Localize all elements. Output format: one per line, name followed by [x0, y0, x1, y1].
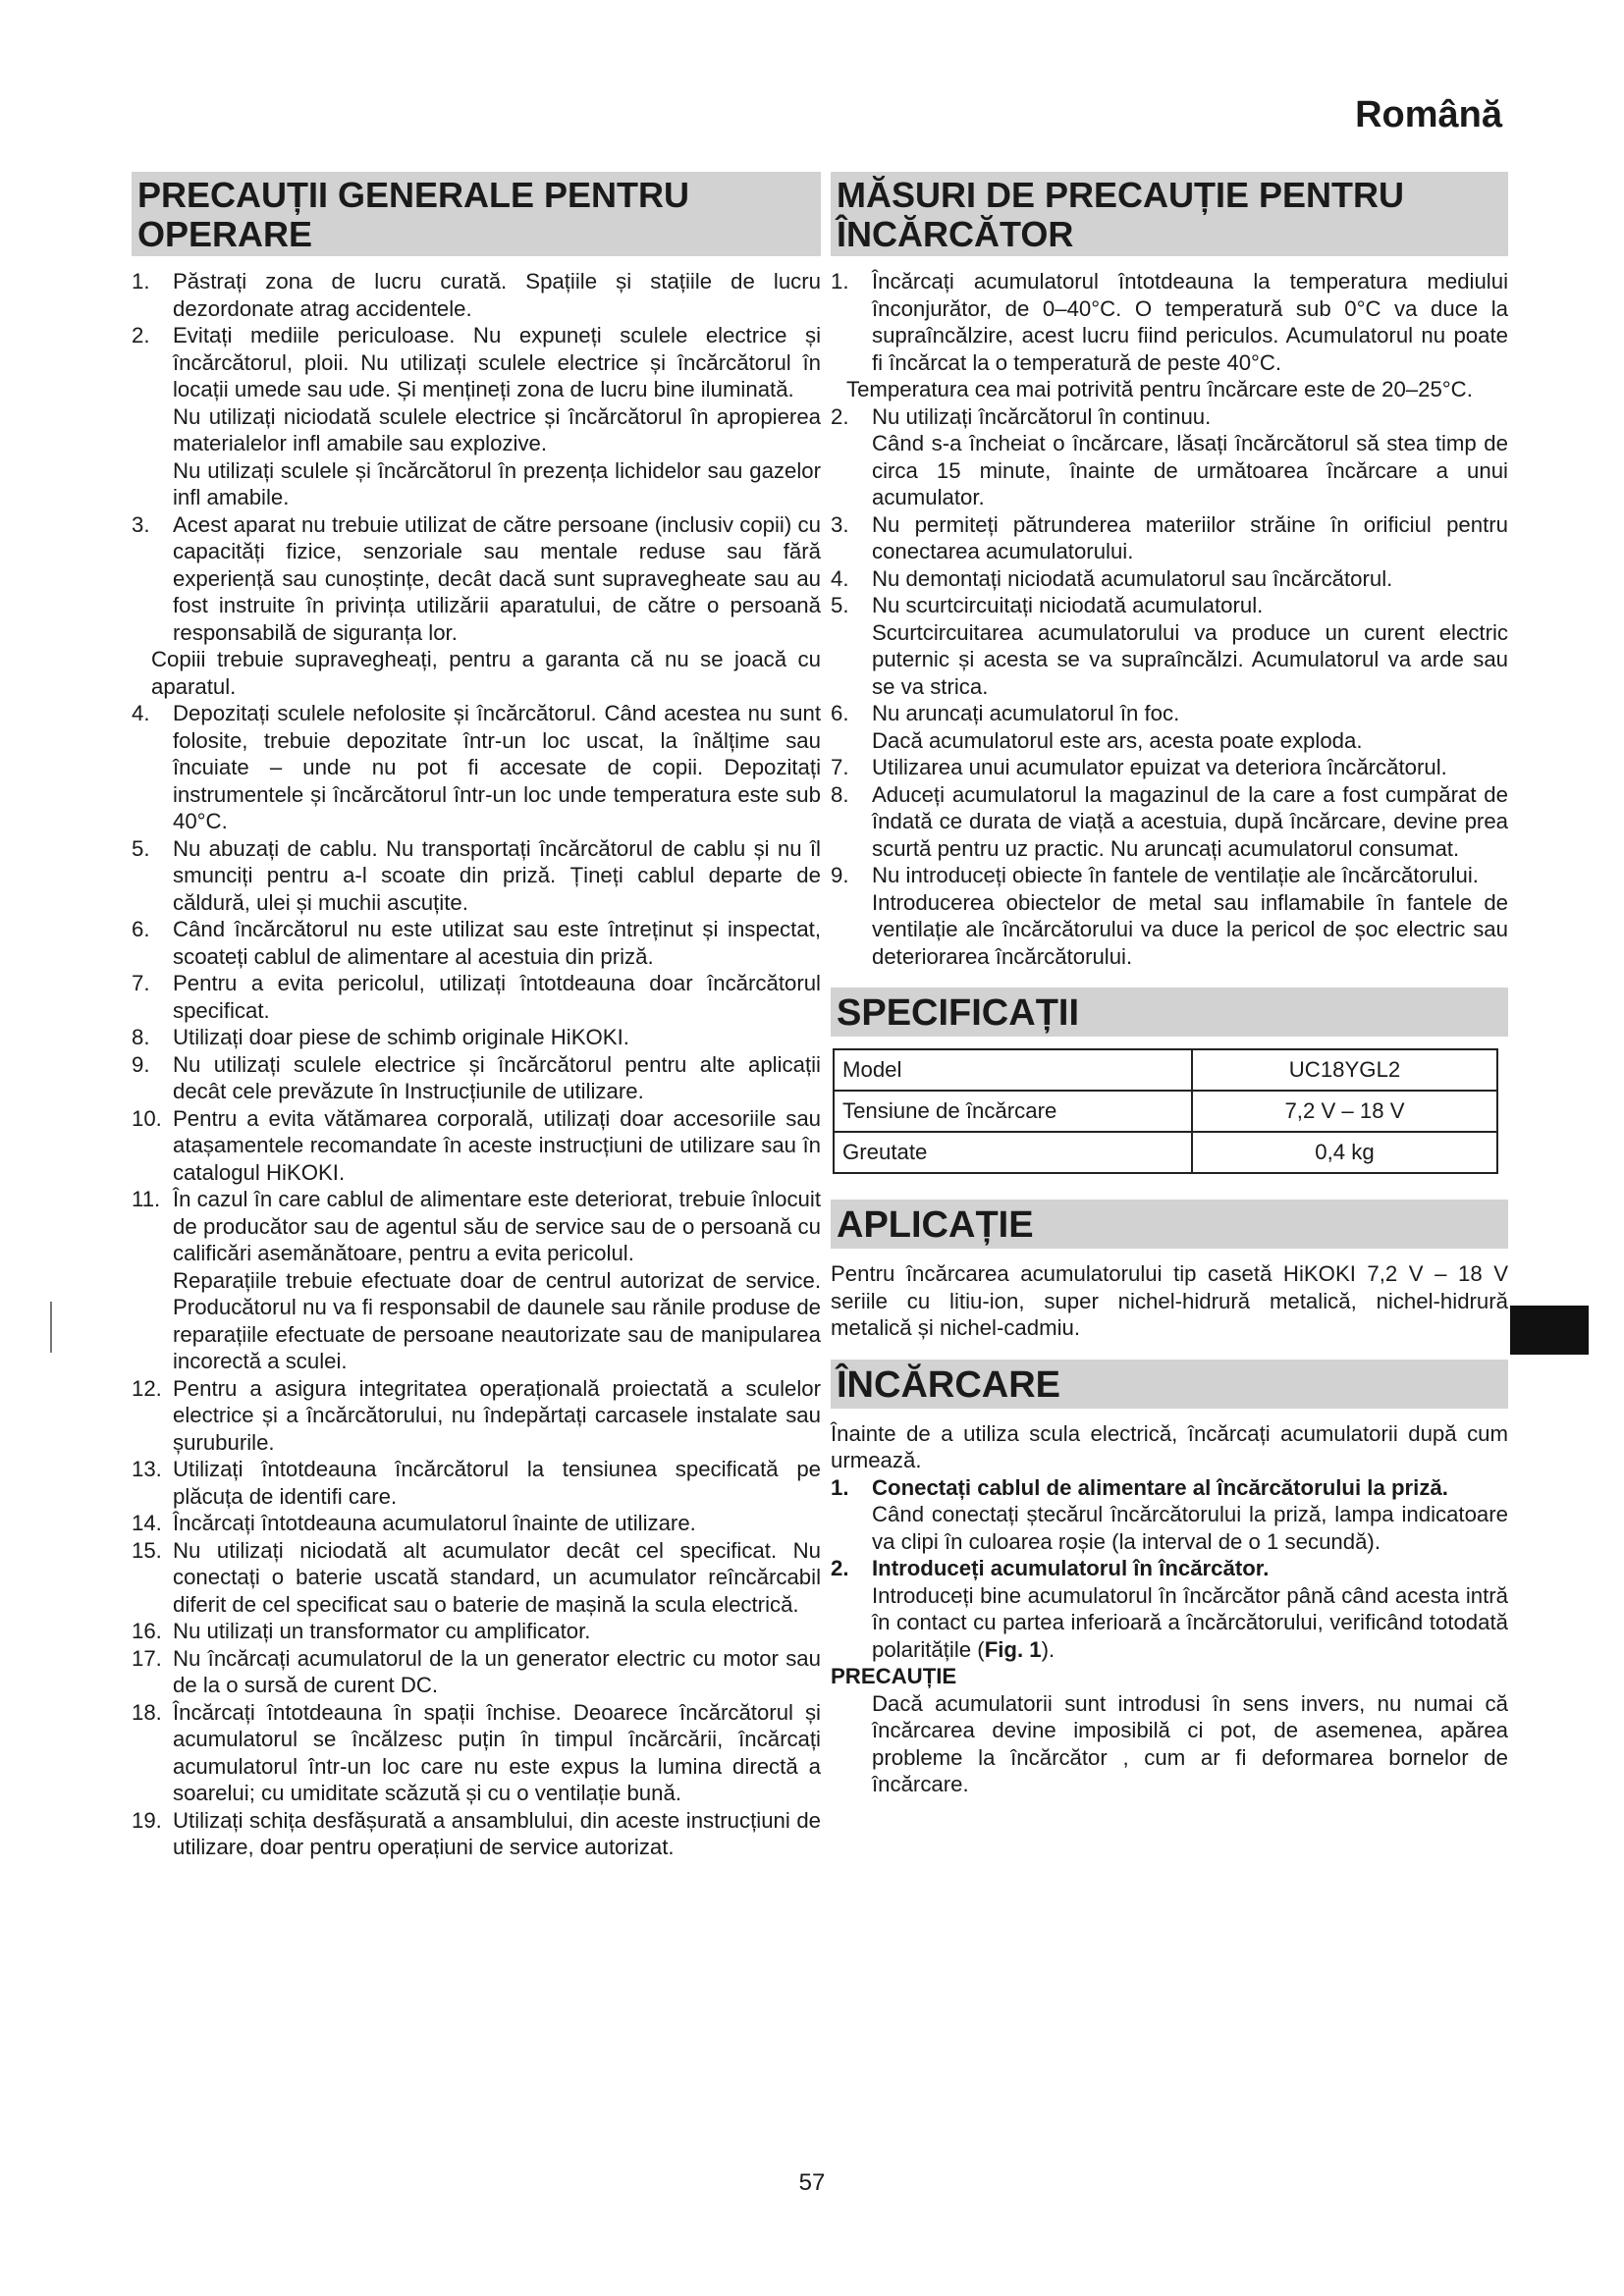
item-paragraph: Nu permiteți pătrunderea materiilor străine în orificiul pentru conectarea acumulatorului.	[872, 511, 1508, 563]
item-paragraph: Evitați mediile periculoase. Nu expuneți sculele electrice și încărcătorul, ploii. Nu utilizați sculele electrice și încărcătorul în locații umede sau ude. Și mențineți zona de lucru bine iluminată.	[173, 323, 821, 401]
item-paragraph: Nu utilizați sculele și încărcătorul în prezența lichidelor sau gazelor infl amabile.	[173, 457, 821, 509]
item-number: 5.	[831, 593, 849, 617]
item-number: 7.	[132, 971, 150, 995]
list-item	[132, 1537, 821, 1619]
item-paragraph: Pentru a evita pericolul, utilizați întotdeauna doar încărcătorul specificat.	[173, 971, 821, 1023]
item-number: 17.	[132, 1645, 162, 1671]
item-number: 8.	[132, 1025, 150, 1049]
item-number: 18.	[132, 1699, 162, 1725]
item-paragraph: Pentru a evita vătămarea corporală, utilizați doar accesoriile sau atașamentele recomandate în aceste instrucțiuni de utilizare sau în catalogul HiKOKI.	[173, 1105, 821, 1185]
list-item	[831, 754, 1508, 781]
item-number: 19.	[132, 1807, 162, 1833]
item-paragraph: Dacă acumulatorul este ars, acesta poate exploda.	[872, 727, 1363, 753]
item-number: 6.	[831, 701, 849, 725]
section-tab-marker	[1510, 1306, 1589, 1355]
item-paragraph: Nu demontați niciodată acumulatorul sau încărcătorul.	[872, 565, 1393, 591]
item-paragraph: Nu încărcați acumulatorul de la un generator electric cu motor sau de la o sursă de curent DC.	[173, 1645, 821, 1697]
spec-value: 7,2 V – 18 V	[1192, 1091, 1497, 1132]
list-item	[132, 1105, 821, 1187]
item-paragraph: Utilizarea unui acumulator epuizat va deteriora încărcătorul.	[872, 755, 1447, 779]
spec-value: 0,4 kg	[1192, 1132, 1497, 1173]
list-item	[831, 700, 1508, 754]
item-paragraph: Acest aparat nu trebuie utilizat de către persoane (inclusiv copii) cu capacități fizice, senzoriale sau mentale reduse sau fără experiență sau cunoștințe, decât dacă sunt supravegheate sau au fost instruite în privința utilizării aparatului, de către o persoană responsabilă de siguranța lor.	[173, 511, 821, 645]
list-item	[132, 511, 821, 647]
item-number: 2.	[831, 403, 849, 429]
application-heading: APLICAȚIE	[831, 1200, 1508, 1249]
table-row	[834, 1049, 1497, 1091]
item-number: 3.	[132, 511, 150, 537]
list-item	[831, 403, 1508, 511]
item-number: 6.	[132, 917, 150, 941]
language-label: Română	[1355, 94, 1502, 135]
item-number: 2.	[132, 323, 150, 347]
figure-reference: Fig. 1	[984, 1636, 1042, 1662]
item-number: 4.	[132, 701, 150, 725]
list-item	[132, 1510, 821, 1537]
item-paragraph: Păstrați zona de lucru curată. Spațiile și stațiile de lucru dezordonate atrag accidentele.	[173, 269, 821, 321]
step-number: 1.	[831, 1474, 849, 1500]
charger-precautions-list	[831, 268, 1508, 970]
item-number: 9.	[132, 1051, 150, 1077]
item-paragraph: Nu utilizați niciodată sculele electrice și încărcătorul în apropierea materialelor infl amabile sau explozive.	[173, 403, 821, 455]
item-paragraph: Nu introduceți obiecte în fantele de ventilație ale încărcătorului.	[872, 863, 1479, 887]
list-item	[831, 862, 1508, 970]
item-paragraph: Nu utilizați sculele electrice și încărcătorul pentru alte aplicații decât cele prevăzute în Instrucțiunile de utilizare.	[173, 1051, 821, 1103]
specifications-table	[833, 1048, 1498, 1174]
item-paragraph: Reparațiile trebuie efectuate doar de centrul autorizat de service. Producătorul nu va fi responsabil de daunele sau rănile produse de reparațiile efectuate de persoane neautorizate sau de manipularea incorectă a sculei.	[173, 1267, 821, 1373]
list-item	[132, 1645, 821, 1699]
item-paragraph: Pentru a asigura integritatea operațională proiectată a sculelor electrice și a încărcătorului, nu îndepărtați carcasele instalate sau șuruburile.	[173, 1375, 821, 1455]
spec-label: Model	[834, 1049, 1192, 1091]
item-paragraph: Încărcați întotdeauna în spații închise. Deoarece încărcătorul și acumulatorul se încălzesc puțin în timpul încărcării, încărcați acumulatorul într-un loc care nu este expus la lumina directă a soarelui; cu umiditate scăzută și cu o ventilație bună.	[173, 1699, 821, 1805]
list-item	[132, 916, 821, 970]
item-paragraph: Nu scurtcircuitați niciodată acumulatorul.	[872, 593, 1264, 617]
list-item	[132, 1618, 821, 1645]
item-paragraph: Nu utilizați niciodată alt acumulator decât cel specificat. Nu conectați o baterie uscată standard, un acumulator reîncărcabil diferit de cel specificat sau o baterie de mașină la scula electrică.	[173, 1537, 821, 1617]
list-item	[132, 700, 821, 835]
item-number: 16.	[132, 1619, 162, 1643]
item-paragraph: Utilizați doar piese de schimb originale HiKOKI.	[173, 1025, 629, 1049]
item-number: 11.	[132, 1187, 161, 1211]
general-precautions-list	[132, 268, 821, 1861]
list-item	[831, 268, 1508, 376]
right-column	[831, 172, 1508, 1798]
item-number: 13.	[132, 1457, 162, 1481]
item-number: 4.	[831, 565, 849, 591]
margin-mark	[50, 1302, 52, 1353]
step-text: Introduceți bine acumulatorul în încărcător până când acesta intră în contact cu partea inferioară a încărcătorului, verificând totodată polaritățile (Fig. 1).	[872, 1582, 1508, 1662]
specifications-heading: SPECIFICAȚII	[831, 988, 1508, 1037]
item-paragraph: Nu aruncați acumulatorul în foc.	[872, 701, 1180, 725]
left-column	[132, 172, 821, 1861]
item-paragraph: Când încărcătorul nu este utilizat sau este întreținut și inspectat, scoateți cablul de alimentare al acestuia din priză.	[173, 917, 821, 969]
item-number: 7.	[831, 755, 849, 779]
item-number: 12.	[132, 1375, 162, 1401]
item-paragraph: Scurtcircuitarea acumulatorului va produce un curent electric puternic și acesta se va supraîncălzi. Acumulatorul va arde sau se va strica.	[872, 619, 1508, 699]
item-paragraph: Încărcați întotdeauna acumulatorul înainte de utilizare.	[173, 1511, 696, 1535]
list-item	[831, 565, 1508, 593]
step-title: Introduceți acumulatorul în încărcător.	[872, 1556, 1270, 1580]
list-item	[132, 1699, 821, 1807]
item-number: 14.	[132, 1511, 162, 1535]
item-number: 3.	[831, 511, 849, 537]
item-number: 10.	[132, 1105, 162, 1131]
list-item	[132, 1456, 821, 1510]
caution-text: Dacă acumulatorii sunt introdusi în sens invers, nu numai că încărcarea devine imposibilă ci pot, de asemenea, apărea probleme la încărcător , cum ar fi deformarea bornelor de încărcare.	[872, 1690, 1508, 1796]
item-paragraph: Utilizați schița desfășurată a ansamblului, din aceste instrucțiuni de utilizare, doar pentru operațiuni de service autorizat.	[173, 1807, 821, 1859]
application-text: Pentru încărcarea acumulatorului tip casetă HiKOKI 7,2 V – 18 V seriile cu litiu-ion, super nichel-hidrură metalică, nichel-hidrură metalică și nichel-cadmiu.	[831, 1261, 1508, 1340]
item-paragraph: Nu utilizați încărcătorul în continuu.	[872, 403, 1212, 429]
list-item	[831, 592, 1508, 700]
list-item	[132, 1051, 821, 1105]
general-precautions-heading: PRECAUȚII GENERALE PENTRU OPERARE	[132, 172, 821, 256]
step-number: 2.	[831, 1556, 849, 1580]
list-item	[132, 1024, 821, 1051]
spec-label: Tensiune de încărcare	[834, 1091, 1192, 1132]
charger-precautions-heading: MĂSURI DE PRECAUȚIE PENTRU ÎNCĂRCĂTOR	[831, 172, 1508, 256]
caution-title: PRECAUȚIE	[831, 1664, 957, 1688]
item-paragraph: Nu utilizați un transformator cu amplificator.	[173, 1619, 591, 1643]
list-item	[132, 1375, 821, 1457]
item-paragraph: Introducerea obiectelor de metal sau inflamabile în fantele de ventilație ale încărcătorului va duce la pericol de șoc electric sau deteriorarea încărcătorului.	[872, 889, 1508, 969]
item-number: 1.	[132, 269, 150, 294]
list-item	[831, 1474, 1508, 1556]
item-paragraph: Încărcați acumulatorul întotdeauna la temperatura mediului înconjurător, de 0–40°C. O temperatură sub 0°C va duce la supraîncălzire, acest lucru fiind periculos. Acumulatorul nu poate fi încărcat la o temperatură de peste 40°C.	[872, 269, 1508, 375]
charging-steps	[831, 1474, 1508, 1664]
list-item	[831, 781, 1508, 863]
item-paragraph: Depozitați sculele nefolosite și încărcătorul. Când acestea nu sunt folosite, trebuie depozitate într-un loc uscat, la înălțime sau încuiate – unde nu pot fi accesate de copii. Depozitați instrumentele și încărcătorul într-un loc unde temperatura este sub 40°C.	[173, 701, 821, 833]
list-item	[831, 1555, 1508, 1663]
page-number: 57	[798, 2169, 826, 2196]
list-item	[132, 268, 821, 322]
list-item	[132, 835, 821, 917]
step-title: Conectați cablul de alimentare al încărcătorului la priză.	[872, 1474, 1448, 1500]
item-number: 1.	[831, 269, 849, 294]
item-paragraph: Când s-a încheiat o încărcare, lăsați încărcătorul să stea timp de circa 15 minute, înainte de următoarea încărcare a unui acumulator.	[872, 431, 1508, 509]
item-number: 8.	[831, 781, 849, 807]
list-note: Temperatura cea mai potrivită pentru încărcare este de 20–25°C.	[846, 377, 1473, 401]
list-item	[132, 1807, 821, 1861]
spec-label: Greutate	[834, 1132, 1192, 1173]
item-paragraph: Aduceți acumulatorul la magazinul de la care a fost cumpărat de îndată ce durata de viață a acestuia, după încărcare, devine prea scurtă pentru uz practic. Nu aruncați acumulatorul consumat.	[872, 781, 1508, 861]
item-number: 15.	[132, 1537, 162, 1563]
list-item	[132, 322, 821, 511]
spec-value: UC18YGL2	[1192, 1049, 1497, 1091]
item-paragraph: Nu abuzați de cablu. Nu transportați încărcătorul de cablu și nu îl smunciți pentru a-l scoate din priză. Țineți cablul departe de căldură, ulei și muchii ascuțite.	[173, 835, 821, 915]
list-note: Copiii trebuie supravegheați, pentru a garanta că nu se joacă cu aparatul.	[151, 647, 821, 699]
list-item	[132, 1186, 821, 1375]
item-paragraph: În cazul în care cablul de alimentare este deteriorat, trebuie înlocuit de producător sau de agentul său de service sau de o persoană cu calificări asemănătoare, pentru a evita pericolul.	[173, 1187, 821, 1265]
list-item	[132, 970, 821, 1024]
item-number: 9.	[831, 863, 849, 887]
charging-intro: Înainte de a utiliza scula electrică, încărcați acumulatorii după cum urmează.	[831, 1420, 1508, 1472]
charging-heading: ÎNCĂRCARE	[831, 1360, 1508, 1409]
item-paragraph: Utilizați întotdeauna încărcătorul la tensiunea specificată pe plăcuța de identifi care.	[173, 1457, 821, 1509]
item-number: 5.	[132, 835, 150, 861]
list-item	[831, 511, 1508, 565]
step-text: Când conectați ștecărul încărcătorului la priză, lampa indicatoare va clipi în culoarea roșie (la interval de o 1 secundă).	[872, 1502, 1508, 1554]
table-row	[834, 1091, 1497, 1132]
table-row	[834, 1132, 1497, 1173]
